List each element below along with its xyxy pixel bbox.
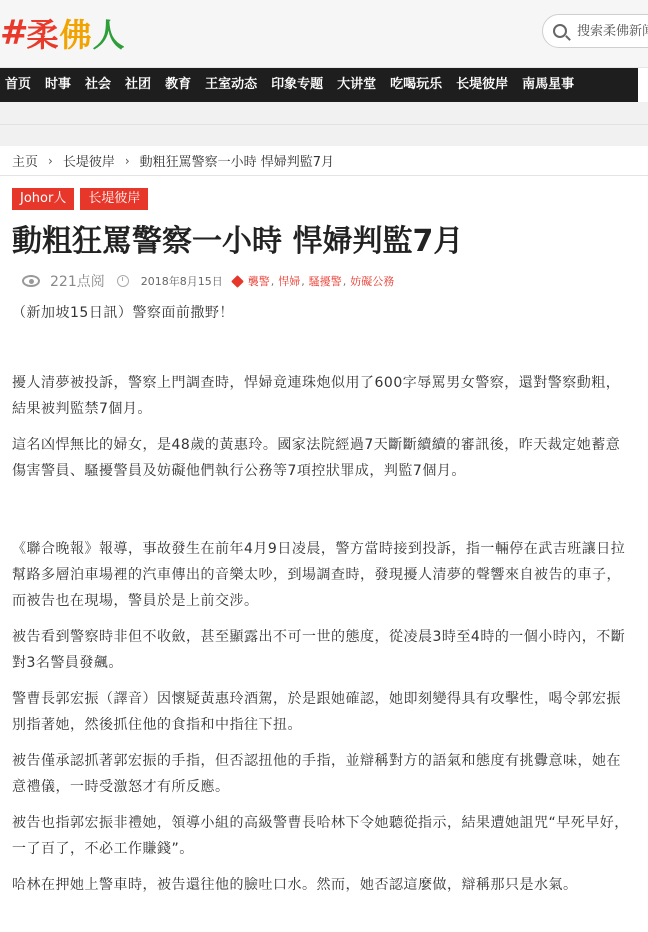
- logo-char-1: 柔: [26, 16, 60, 54]
- logo-char-3: 人: [92, 16, 126, 54]
- article-paragraph: 這名凶悍無比的婦女，是48歲的黃惠玲。國家法院經過7天斷斷續續的審訊後，昨天裁定她蓄意傷害警員、騷擾警員及妨礙他們執行公務等7項控狀罪成，判監7個月。: [12, 437, 621, 479]
- nav-item-across-causeway[interactable]: 长堤彼岸: [456, 77, 509, 92]
- nav-item-education[interactable]: 教育: [165, 77, 192, 92]
- article-paragraph: 被告也指郭宏振非禮她，領導小組的高級警曹長哈林下令她聽從指示，結果遭她詛咒“早死早好，一了百了，不必工作賺錢”。: [12, 815, 629, 857]
- tag-link[interactable]: 襲警: [247, 275, 270, 288]
- breadcrumb-category[interactable]: 长堤彼岸: [62, 155, 115, 170]
- view-count: 221点阅: [50, 274, 105, 290]
- nav-item-features[interactable]: 印象专题: [271, 77, 324, 92]
- article-paragraph: 警曹長郭宏振（譯音）因懷疑黃惠玲酒駕，於是跟她確認，她即刻變得具有攻擊性，喝令郭宏振別指著她，然後抓住他的食指和中指往下扭。: [12, 691, 621, 733]
- article-title: 動粗狂罵警察一小時 悍婦判監7月: [12, 224, 464, 259]
- article-meta: [22, 270, 394, 292]
- breadcrumb-separator: ›: [48, 153, 53, 168]
- category-badge[interactable]: Johor人: [12, 188, 74, 210]
- search-input[interactable]: [577, 24, 648, 39]
- nav-item-lectures[interactable]: 大讲堂: [337, 77, 377, 92]
- nav-end-cap: [638, 68, 648, 102]
- nav-item-current-affairs[interactable]: 时事: [45, 77, 72, 92]
- search-box[interactable]: [542, 14, 648, 48]
- tag-separator: ,: [270, 274, 275, 288]
- category-badge[interactable]: 长堤彼岸: [80, 188, 148, 210]
- article-paragraph: 被告看到警察時非但不收斂，甚至顯露出不可一世的態度，從凌晨3時至4時的一個小時內，不斷對3名警員發飆。: [12, 629, 626, 671]
- category-badges: [12, 188, 148, 210]
- nav-item-home[interactable]: 首页: [5, 77, 32, 92]
- article-paragraph: 哈林在押她上警車時，被告還往他的臉吐口水。然而，她否認這麼做，辯稱那只是水氣。: [12, 877, 578, 893]
- tag-link[interactable]: 悍婦: [278, 275, 301, 288]
- nav-item-society[interactable]: 社会: [85, 77, 112, 92]
- banner-divider: [0, 124, 648, 125]
- nav-item-food-fun[interactable]: 吃喝玩乐: [390, 77, 443, 92]
- eye-icon: [22, 275, 40, 287]
- tag-link[interactable]: 妨礙公務: [350, 275, 395, 288]
- breadcrumb-home[interactable]: 主页: [12, 155, 39, 170]
- logo-hash: #: [0, 13, 27, 53]
- article-paragraph: 被告僅承認抓著郭宏振的手指，但否認扭他的手指，並辯稱對方的語氣和態度有挑釁意味，她在意禮儀，一時受激怒才有所反應。: [12, 753, 621, 795]
- article-paragraph: （新加坡15日訊）警察面前撒野！: [12, 305, 234, 321]
- breadcrumb-separator: ›: [124, 153, 130, 168]
- search-icon[interactable]: [553, 24, 567, 38]
- site-logo[interactable]: [0, 12, 126, 54]
- tag-icon: [231, 275, 244, 288]
- article-paragraph: 《聯合晚報》報導，事故發生在前年4月9日凌晨，警方當時接到投訴，指一輛停在武吉班讓日拉幫路多層泊車場裡的汽車傳出的音樂太吵，到場調查時，發現擾人清夢的聲響來自被告的車子，而被告也在現場，警員於是上前交涉。: [12, 541, 626, 609]
- tag-link[interactable]: 騷擾警: [308, 275, 342, 288]
- logo-text: [27, 10, 126, 56]
- main-nav: [0, 68, 648, 102]
- clock-icon: [117, 275, 129, 287]
- publish-date: 2018年8月15日: [140, 275, 223, 288]
- nav-item-community[interactable]: 社团: [125, 77, 152, 92]
- breadcrumb-current: 動粗狂罵警察一小時 悍婦判監7月: [139, 155, 335, 170]
- tag-separator: ,: [301, 274, 305, 288]
- article-paragraph: 擾人清夢被投訴，警察上門調查時，悍婦竟連珠炮似用了600字辱罵男女警察，還對警察動粗，結果被判監禁7個月。: [12, 375, 621, 417]
- tag-separator: ,: [342, 274, 347, 288]
- nav-item-south-malaysia[interactable]: 南馬星事: [522, 77, 575, 92]
- breadcrumb: [0, 146, 648, 176]
- logo-char-2: 佛: [59, 16, 93, 54]
- site-header: [0, 0, 648, 68]
- nav-item-royal-news[interactable]: 王室动态: [205, 77, 258, 92]
